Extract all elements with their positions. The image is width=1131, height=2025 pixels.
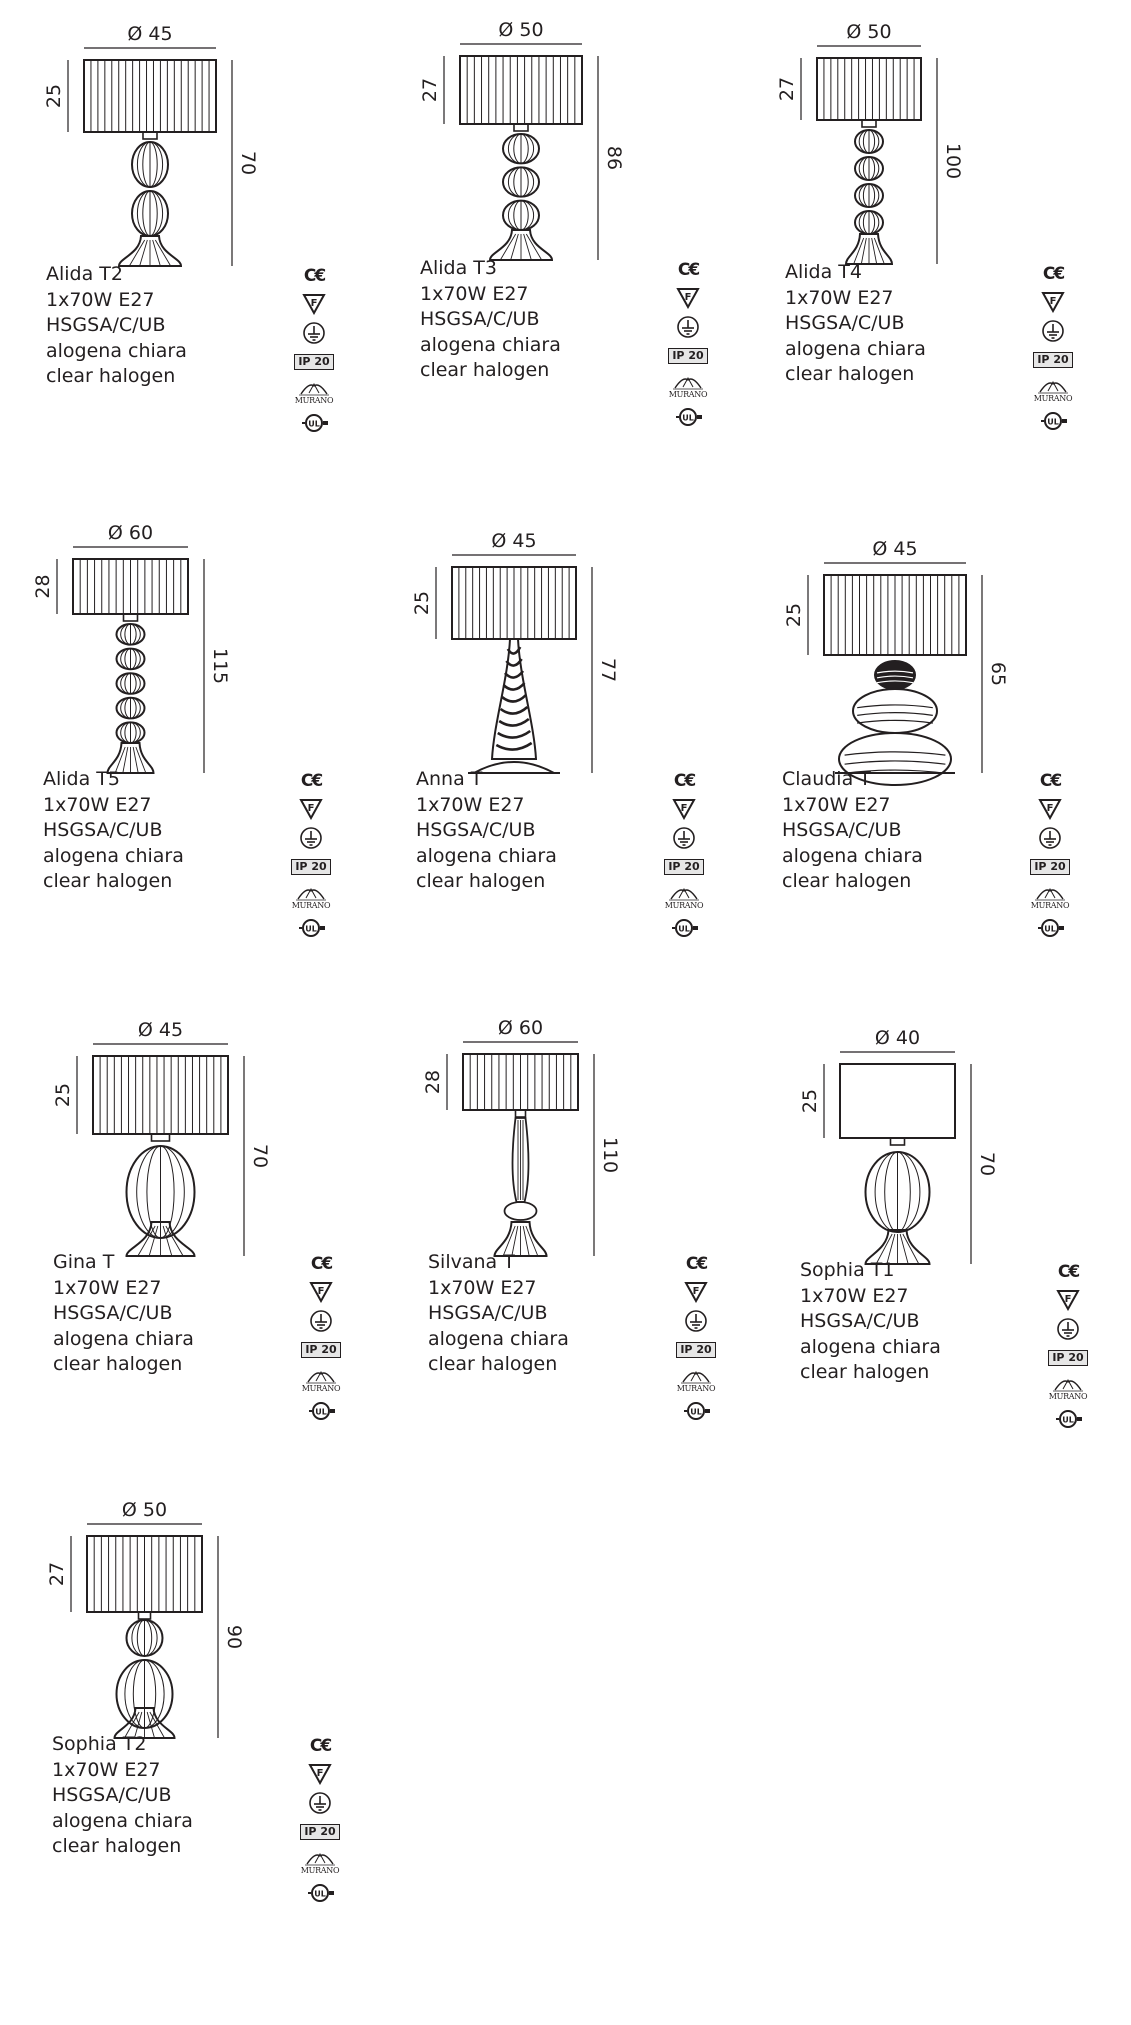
ul-listing-icon [305, 1879, 335, 1907]
diameter-label: Ø 45 [872, 538, 918, 560]
shade-height-label: 25 [799, 1088, 821, 1114]
bulb-code: HSGSA/C/UB [800, 1310, 920, 1332]
svg-text:UL: UL [1047, 417, 1059, 427]
power-spec: 1x70W E27 [46, 288, 155, 311]
product-name: Sophia T1 [800, 1259, 895, 1281]
shade-height-label: 28 [422, 1069, 444, 1095]
ip-rating-badge: IP 20 [664, 853, 703, 880]
shade-height-label: 25 [52, 1082, 74, 1108]
ul-listing-icon [296, 914, 326, 942]
certification-icons [292, 262, 336, 437]
total-height-label: 70 [237, 150, 259, 176]
bulb-type-en: clear halogen [782, 870, 912, 892]
svg-text:F: F [307, 803, 315, 814]
ip-rating-badge: IP 20 [1030, 853, 1069, 880]
ce-mark-icon: C€ [310, 1254, 332, 1274]
spec-list [46, 262, 276, 390]
ip-rating-badge: IP 20 [668, 342, 707, 369]
bulb-type-en: clear halogen [785, 363, 915, 385]
earth-ground-icon [684, 1306, 708, 1336]
bulb-type-en: clear halogen [800, 1361, 930, 1383]
ul-listing-icon [1053, 1405, 1083, 1433]
earth-ground-icon [676, 312, 700, 342]
ce-mark-icon: C€ [677, 260, 699, 280]
diameter-label: Ø 60 [497, 1017, 544, 1039]
earth-ground-icon [1038, 823, 1062, 853]
bulb-code: HSGSA/C/UB [416, 819, 536, 841]
lamp-drawing [46, 1499, 392, 1740]
ip-rating-badge: IP 20 [291, 853, 330, 880]
product-name: Claudia T [782, 768, 871, 790]
bulb-type-it: alogena chiara [52, 1809, 193, 1832]
certification-icons [1046, 1258, 1090, 1433]
svg-text:F: F [1046, 803, 1054, 814]
bulb-type-it: alogena chiara [785, 337, 926, 360]
bulb-type-en: clear halogen [53, 1353, 183, 1375]
product-card [32, 522, 383, 995]
bulb-type-en: clear halogen [428, 1353, 558, 1375]
lamp-drawing [411, 530, 756, 775]
bulb-code: HSGSA/C/UB [785, 312, 905, 334]
ce-mark-icon: C€ [1039, 771, 1061, 791]
f-mark-icon [676, 284, 700, 312]
murano-glass-logo-icon: MURANO [302, 1363, 341, 1397]
spec-list [800, 1258, 1030, 1386]
spec-list [43, 767, 273, 895]
bulb-type-it: alogena chiara [416, 844, 557, 867]
murano-glass-logo-icon: MURANO [295, 375, 334, 409]
product-name: Alida T3 [420, 257, 497, 279]
bulb-code: HSGSA/C/UB [782, 819, 902, 841]
svg-text:F: F [684, 292, 692, 303]
power-spec: 1x70W E27 [43, 793, 152, 816]
earth-ground-icon [308, 1788, 332, 1818]
power-spec: 1x70W E27 [416, 793, 525, 816]
power-spec: 1x70W E27 [800, 1284, 909, 1307]
earth-ground-icon [309, 1306, 333, 1336]
diameter-label: Ø 50 [846, 21, 892, 43]
total-height-label: 70 [976, 1151, 998, 1177]
product-name: Alida T5 [43, 768, 120, 790]
ce-mark-icon: C€ [685, 1254, 707, 1274]
f-mark-icon [1056, 1286, 1080, 1314]
svg-text:F: F [692, 1286, 700, 1297]
bulb-type-it: alogena chiara [53, 1327, 194, 1350]
diameter-label: Ø 50 [121, 1499, 168, 1521]
certification-icons [1028, 767, 1072, 942]
certification-icons [289, 767, 333, 942]
f-mark-icon [299, 795, 323, 823]
svg-text:F: F [316, 1768, 324, 1779]
svg-text:UL: UL [682, 413, 694, 423]
ip-rating-badge: IP 20 [300, 1818, 339, 1845]
bulb-code: HSGSA/C/UB [420, 308, 540, 330]
bulb-code: HSGSA/C/UB [46, 314, 166, 336]
certification-icons [674, 1250, 718, 1425]
lamp-drawing [782, 535, 1122, 775]
ip-rating-badge: IP 20 [676, 1336, 715, 1363]
earth-ground-icon [299, 823, 323, 853]
product-name: Alida T4 [785, 261, 862, 283]
certification-icons [299, 1250, 343, 1425]
bulb-type-it: alogena chiara [46, 339, 187, 362]
diameter-label: Ø 60 [107, 522, 154, 544]
earth-ground-icon [1041, 316, 1065, 346]
diameter-label: Ø 45 [137, 1019, 184, 1041]
bulb-type-en: clear halogen [420, 359, 550, 381]
svg-text:UL: UL [690, 1407, 702, 1417]
ul-listing-icon [306, 1397, 336, 1425]
earth-ground-icon [302, 318, 326, 348]
diameter-label: Ø 45 [127, 23, 173, 45]
bulb-code: HSGSA/C/UB [428, 1302, 548, 1324]
ul-listing-icon [681, 1397, 711, 1425]
f-mark-icon [309, 1278, 333, 1306]
bulb-type-it: alogena chiara [800, 1335, 941, 1358]
lamp-drawing [32, 522, 383, 775]
power-spec: 1x70W E27 [428, 1276, 537, 1299]
product-card [46, 1499, 392, 1960]
spec-list [782, 767, 1012, 895]
ce-mark-icon: C€ [1042, 264, 1064, 284]
bulb-type-it: alogena chiara [428, 1327, 569, 1350]
total-height-label: 100 [942, 142, 964, 180]
ip-rating-badge: IP 20 [294, 348, 333, 375]
certification-icons [1031, 260, 1075, 435]
murano-glass-logo-icon: MURANO [665, 880, 704, 914]
svg-text:UL: UL [315, 1407, 327, 1417]
product-card [43, 23, 386, 490]
total-height-label: 115 [209, 647, 231, 685]
product-name: Anna T [416, 768, 483, 790]
lamp-drawing [422, 1017, 768, 1258]
ip-rating-badge: IP 20 [301, 1336, 340, 1363]
certification-icons [298, 1732, 342, 1907]
total-height-label: 65 [987, 661, 1009, 687]
spec-list [785, 260, 1015, 388]
svg-text:UL: UL [308, 419, 320, 429]
product-card [782, 535, 1122, 995]
bulb-type-it: alogena chiara [782, 844, 923, 867]
power-spec: 1x70W E27 [420, 282, 529, 305]
total-height-label: 70 [249, 1143, 271, 1169]
bulb-type-en: clear halogen [46, 365, 176, 387]
power-spec: 1x70W E27 [52, 1758, 161, 1781]
power-spec: 1x70W E27 [53, 1276, 162, 1299]
product-name: Silvana T [428, 1251, 515, 1273]
earth-ground-icon [1056, 1314, 1080, 1344]
lamp-drawing [776, 21, 1125, 268]
shade-height-label: 27 [776, 76, 798, 102]
power-spec: 1x70W E27 [782, 793, 891, 816]
svg-text:UL: UL [1062, 1415, 1074, 1425]
product-card [419, 19, 760, 484]
lamp-drawing [43, 23, 386, 270]
product-name: Sophia T2 [52, 1733, 147, 1755]
bulb-code: HSGSA/C/UB [53, 1302, 173, 1324]
earth-ground-icon [672, 823, 696, 853]
total-height-label: 77 [597, 657, 619, 683]
product-name: Alida T2 [46, 263, 123, 285]
f-mark-icon [1041, 288, 1065, 316]
shade-height-label: 25 [43, 83, 65, 109]
f-mark-icon [684, 1278, 708, 1306]
bulb-code: HSGSA/C/UB [52, 1784, 172, 1806]
f-mark-icon [302, 290, 326, 318]
lamp-drawing [800, 1026, 1131, 1266]
certification-icons [666, 256, 710, 431]
product-name: Gina T [53, 1251, 115, 1273]
total-height-label: 110 [599, 1136, 621, 1174]
ce-mark-icon: C€ [303, 266, 325, 286]
ce-mark-icon: C€ [1057, 1262, 1079, 1282]
total-height-label: 90 [223, 1624, 245, 1650]
bulb-type-it: alogena chiara [420, 333, 561, 356]
f-mark-icon [1038, 795, 1062, 823]
murano-glass-logo-icon: MURANO [292, 880, 331, 914]
ul-listing-icon [673, 403, 703, 431]
certification-icons [662, 767, 706, 942]
svg-text:F: F [310, 298, 318, 309]
murano-glass-logo-icon: MURANO [1049, 1371, 1088, 1405]
spec-list [420, 256, 650, 384]
murano-glass-logo-icon: MURANO [677, 1363, 716, 1397]
murano-glass-logo-icon: MURANO [1031, 880, 1070, 914]
bulb-type-it: alogena chiara [43, 844, 184, 867]
svg-text:UL: UL [678, 924, 690, 934]
product-card [800, 1026, 1131, 1486]
ul-listing-icon [669, 914, 699, 942]
total-height-label: 86 [603, 145, 625, 171]
bulb-type-en: clear halogen [416, 870, 546, 892]
ul-listing-icon [299, 409, 329, 437]
shade-height-label: 25 [411, 590, 433, 616]
spec-list [416, 767, 646, 895]
diameter-label: Ø 45 [491, 530, 537, 552]
ip-rating-badge: IP 20 [1048, 1344, 1087, 1371]
svg-text:UL: UL [314, 1889, 326, 1899]
shade-height-label: 28 [32, 574, 54, 599]
ip-rating-badge: IP 20 [1033, 346, 1072, 373]
murano-glass-logo-icon: MURANO [301, 1845, 340, 1879]
lamp-drawing [53, 1018, 393, 1258]
ce-mark-icon: C€ [673, 771, 695, 791]
lamp-drawing [419, 19, 760, 264]
shade-height-label: 25 [783, 602, 805, 628]
murano-glass-logo-icon: MURANO [1034, 373, 1073, 407]
svg-text:F: F [1064, 1294, 1072, 1305]
svg-text:UL: UL [305, 924, 317, 934]
ul-listing-icon [1038, 407, 1068, 435]
svg-text:UL: UL [1044, 924, 1056, 934]
shade-height-label: 27 [419, 77, 441, 103]
f-mark-icon [308, 1760, 332, 1788]
bulb-code: HSGSA/C/UB [43, 819, 163, 841]
product-card [422, 1017, 768, 1478]
murano-glass-logo-icon: MURANO [669, 369, 708, 403]
spec-list [52, 1732, 282, 1860]
diameter-label: Ø 50 [498, 19, 544, 41]
product-card [53, 1018, 393, 1478]
ul-listing-icon [1035, 914, 1065, 942]
bulb-type-en: clear halogen [52, 1835, 182, 1857]
product-card [411, 530, 756, 995]
ce-mark-icon: C€ [309, 1736, 331, 1756]
ce-mark-icon: C€ [300, 771, 322, 791]
bulb-type-en: clear halogen [43, 870, 173, 892]
diameter-label: Ø 40 [874, 1027, 921, 1049]
svg-text:F: F [317, 1286, 325, 1297]
svg-text:F: F [680, 803, 688, 814]
power-spec: 1x70W E27 [785, 286, 894, 309]
product-card [776, 21, 1125, 488]
svg-text:F: F [1049, 296, 1057, 307]
f-mark-icon [672, 795, 696, 823]
spec-list [428, 1250, 658, 1378]
shade-height-label: 27 [46, 1561, 68, 1587]
spec-list [53, 1250, 283, 1378]
